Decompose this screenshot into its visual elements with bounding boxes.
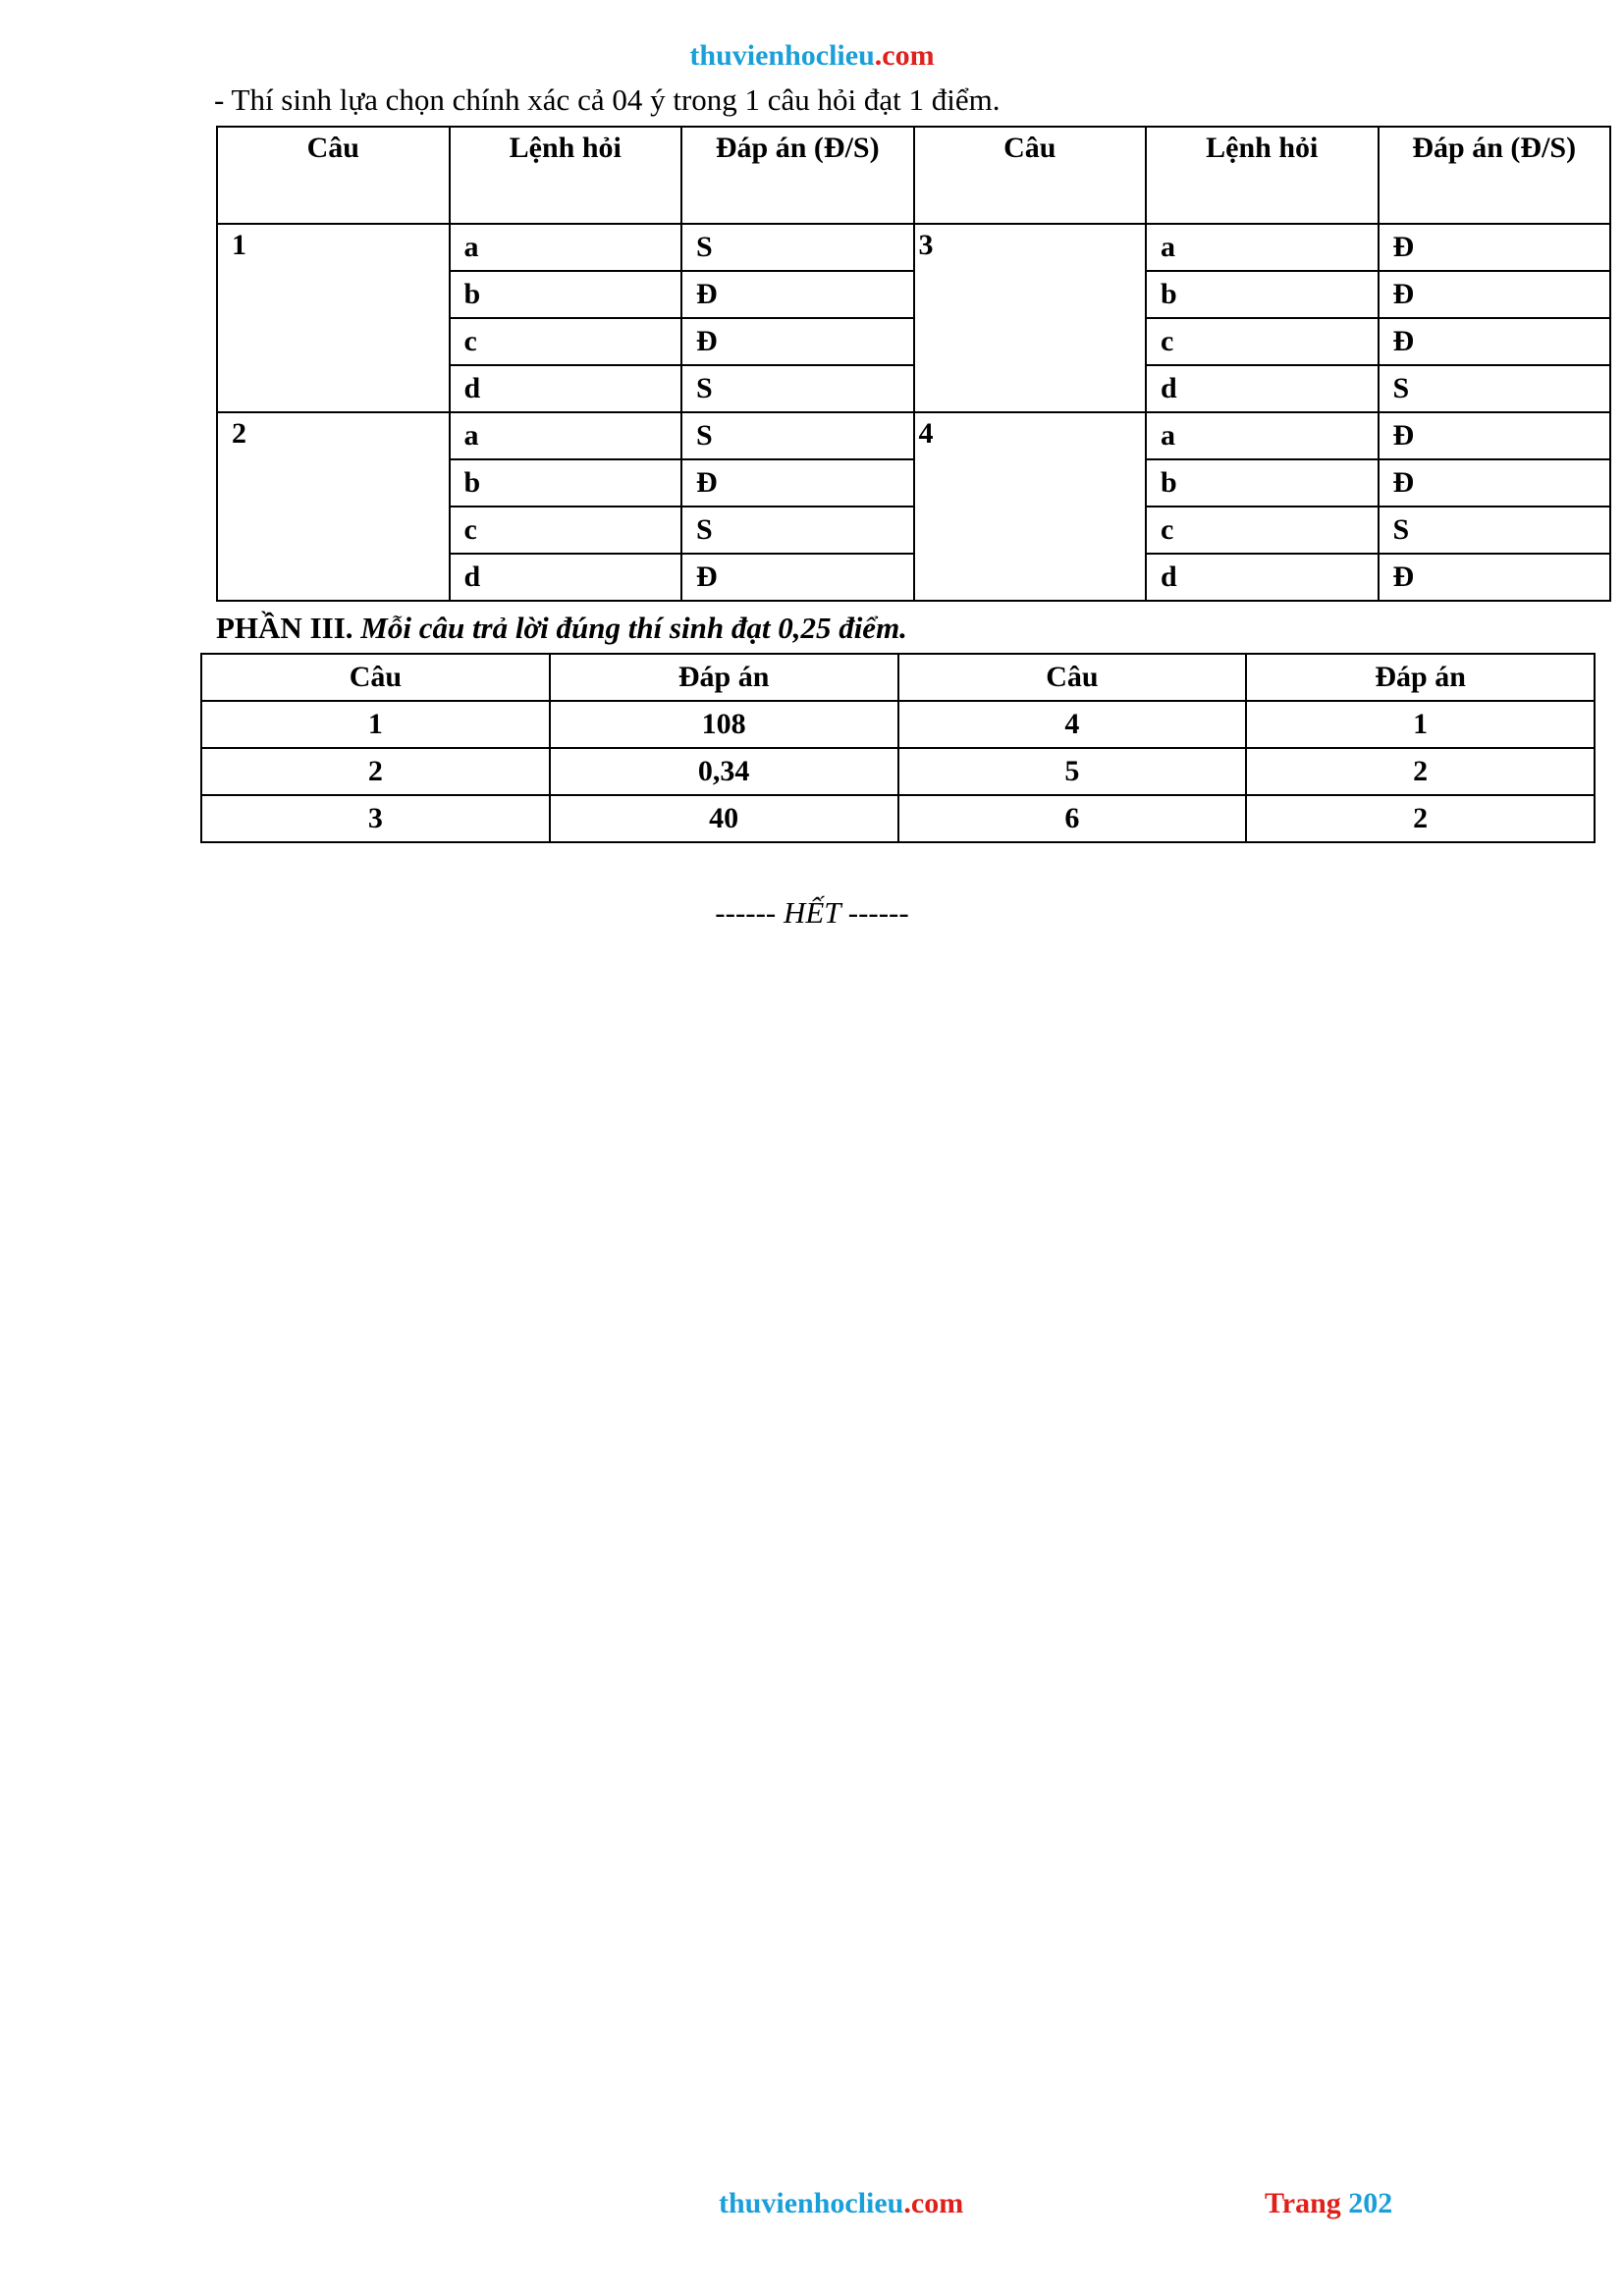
header-cell: Câu <box>201 654 550 701</box>
footer-site-name: thuvienhoclieu <box>719 2187 904 2219</box>
option-cell: c <box>1146 318 1379 365</box>
answer-cell: Đ <box>1379 271 1611 318</box>
table-cell: 2 <box>1246 795 1595 842</box>
table-row <box>201 795 1595 842</box>
answer-cell: S <box>1379 507 1611 554</box>
option-cell: a <box>1146 224 1379 271</box>
header-cell: Đáp án <box>1246 654 1595 701</box>
table-cell: 108 <box>550 701 898 748</box>
table-cell: 6 <box>898 795 1247 842</box>
table-row <box>217 224 1610 271</box>
section-label: PHẦN III. <box>216 611 353 645</box>
option-cell: b <box>1146 459 1379 507</box>
intro-text: - Thí sinh lựa chọn chính xác cả 04 ý trong 1 câu hỏi đạt 1 điểm. <box>214 82 1001 117</box>
option-cell: c <box>450 318 682 365</box>
option-cell: a <box>450 412 682 459</box>
section-title <box>216 611 907 646</box>
table-cell: 1 <box>1246 701 1595 748</box>
option-cell: c <box>450 507 682 554</box>
page-number-value: 202 <box>1348 2187 1393 2219</box>
option-cell: b <box>450 459 682 507</box>
option-cell: d <box>1146 554 1379 601</box>
question-number: 3 <box>914 224 1147 412</box>
footer-site-domain: .com <box>903 2187 964 2219</box>
table-row <box>217 412 1610 459</box>
site-name: thuvienhoclieu <box>689 39 875 72</box>
table-cell: 5 <box>898 748 1247 795</box>
table-header-row <box>201 654 1595 701</box>
table-cell: 2 <box>1246 748 1595 795</box>
option-cell: b <box>450 271 682 318</box>
answer-cell: Đ <box>681 459 914 507</box>
answer-cell: Đ <box>1379 224 1611 271</box>
header-cell: Lệnh hỏi <box>1146 127 1379 224</box>
site-domain: .com <box>874 39 935 72</box>
option-cell: d <box>450 365 682 412</box>
page-number <box>1265 2187 1392 2220</box>
header-cell: Câu <box>217 127 450 224</box>
short-answer-table <box>200 653 1596 843</box>
table-cell: 40 <box>550 795 898 842</box>
header-site <box>0 39 1624 73</box>
table-row <box>201 701 1595 748</box>
section-description: Mỗi câu trả lời đúng thí sinh đạt 0,25 điểm. <box>360 611 907 645</box>
answer-cell: Đ <box>681 318 914 365</box>
header-cell: Lệnh hỏi <box>450 127 682 224</box>
true-false-answer-table <box>216 126 1611 602</box>
table-header-row <box>217 127 1610 224</box>
header-cell: Câu <box>914 127 1147 224</box>
table-cell: 2 <box>201 748 550 795</box>
answer-cell: Đ <box>1379 412 1611 459</box>
header-cell: Đáp án (Đ/S) <box>1379 127 1611 224</box>
table-cell: 3 <box>201 795 550 842</box>
table-cell: 0,34 <box>550 748 898 795</box>
question-number: 4 <box>914 412 1147 601</box>
option-cell: d <box>1146 365 1379 412</box>
footer-site <box>719 2187 963 2220</box>
end-marker: ------ HẾT ------ <box>715 895 909 930</box>
table-cell: 4 <box>898 701 1247 748</box>
option-cell: a <box>450 224 682 271</box>
table-cell: 1 <box>201 701 550 748</box>
answer-cell: S <box>681 507 914 554</box>
option-cell: c <box>1146 507 1379 554</box>
answer-cell: Đ <box>1379 459 1611 507</box>
question-number: 2 <box>217 412 450 601</box>
answer-cell: S <box>681 365 914 412</box>
answer-cell: Đ <box>681 271 914 318</box>
answer-cell: S <box>681 412 914 459</box>
answer-cell: Đ <box>1379 554 1611 601</box>
answer-cell: S <box>1379 365 1611 412</box>
answer-cell: S <box>681 224 914 271</box>
header-cell: Đáp án (Đ/S) <box>681 127 914 224</box>
page-label: Trang <box>1265 2187 1341 2219</box>
header-cell: Câu <box>898 654 1247 701</box>
header-cell: Đáp án <box>550 654 898 701</box>
answer-cell: Đ <box>1379 318 1611 365</box>
question-number: 1 <box>217 224 450 412</box>
table-row <box>201 748 1595 795</box>
answer-cell: Đ <box>681 554 914 601</box>
option-cell: d <box>450 554 682 601</box>
option-cell: a <box>1146 412 1379 459</box>
option-cell: b <box>1146 271 1379 318</box>
